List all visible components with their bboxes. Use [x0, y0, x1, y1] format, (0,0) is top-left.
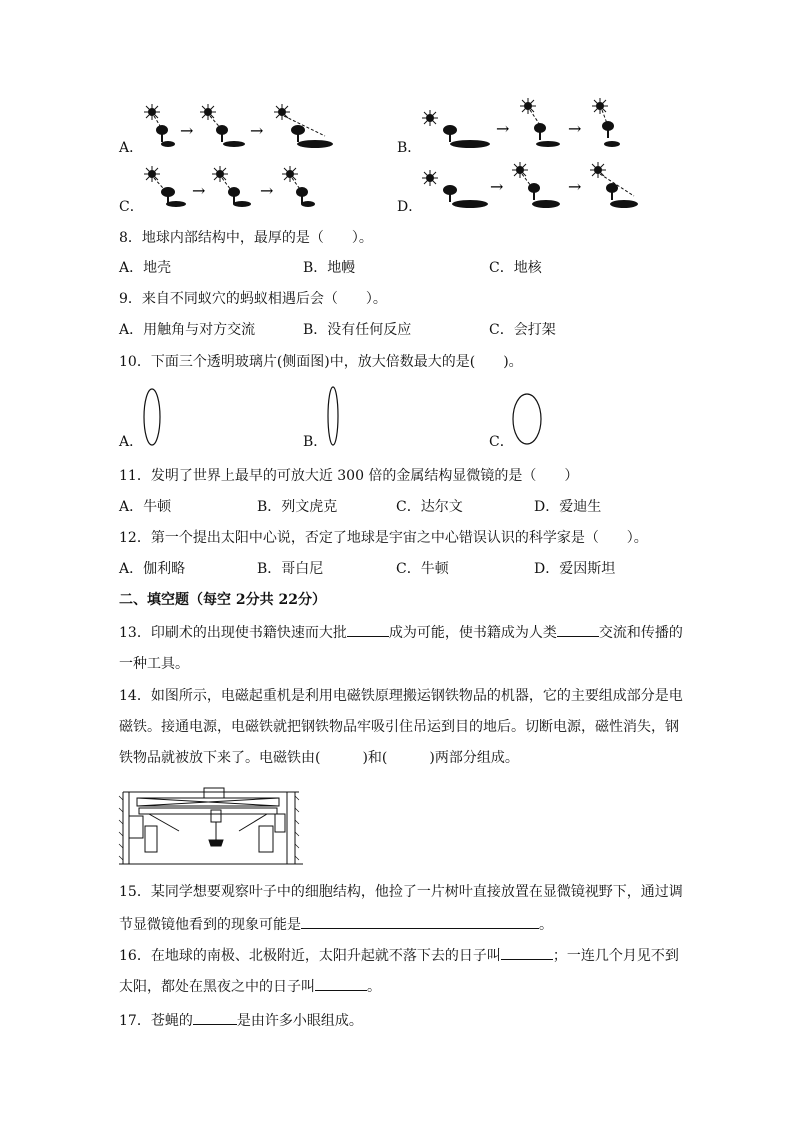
shadow-icon	[161, 141, 175, 147]
section-2-title: 二、填空题（每空 2分共 22分）	[119, 592, 326, 608]
q8-stem: 8．地球内部结构中，最厚的是（ ）。	[119, 230, 373, 246]
q17-line	[119, 1010, 363, 1031]
q15-line-1: 15．某同学想要观察叶子中的细胞结构，他捡了一片树叶直接放置在显微镜视野下，通过调	[119, 884, 683, 900]
q7-option-b-label: B．	[397, 140, 422, 156]
q16-blank-2[interactable]	[315, 976, 367, 991]
q7-option-d-diagram	[418, 162, 640, 214]
q10-option-a[interactable]: A．	[119, 434, 144, 450]
q15-line-2	[119, 914, 553, 935]
q16-line-2	[119, 976, 381, 997]
q7-option-c-diagram	[140, 162, 340, 214]
q16-line-1	[119, 945, 679, 966]
svg-text:→: →	[568, 119, 582, 138]
q11-option-b[interactable]: B．列文虎克	[257, 499, 338, 515]
q8-option-c[interactable]: C．地核	[489, 260, 542, 276]
q12-stem: 12．第一个提出太阳中心说，否定了地球是宇宙之中心错误认识的科学家是（ ）。	[119, 530, 648, 546]
q10-option-b[interactable]: B．	[303, 434, 328, 450]
q10-stem: 10．下面三个透明玻璃片(侧面图)中，放大倍数最大的是( )。	[119, 354, 523, 370]
q9-option-c[interactable]: C．会打架	[489, 322, 556, 338]
q16-text-d: 。	[367, 979, 381, 995]
svg-text:→: →	[192, 181, 206, 200]
q14-line-3: 铁物品就被放下来了。电磁铁由( )和( )两部分组成。	[119, 750, 519, 766]
q14-line-2: 磁铁。接通电源，电磁铁就把钢铁物品牢吸引住吊运到目的地后。切断电源，磁性消失，钢	[119, 719, 679, 735]
lens-a-icon	[143, 388, 163, 448]
q13-blank-1[interactable]	[347, 622, 389, 637]
svg-text:→: →	[490, 177, 504, 196]
q11-stem: 11．发明了世界上最早的可放大近 300 倍的金属结构显微镜的是（ ）	[119, 468, 579, 484]
q13-text-a: 13．印刷术的出现使书籍快速而大批	[119, 625, 347, 641]
q16-text-a: 16．在地球的南极、北极附近，太阳升起就不落下去的日子叫	[119, 948, 501, 964]
q16-text-b: ；一连几个月见不到	[552, 948, 679, 964]
q13-line-2: 一种工具。	[119, 656, 189, 672]
q7-option-b-diagram	[418, 100, 638, 155]
svg-text:→: →	[568, 177, 582, 196]
tree-icon	[156, 125, 168, 142]
arrow-icon: →	[180, 121, 194, 140]
q7-option-d-label: D．	[397, 199, 423, 215]
q13-text-b: 成为可能，使书籍成为人类	[388, 625, 557, 641]
q16-blank-1[interactable]	[501, 945, 553, 960]
q13-blank-2[interactable]	[557, 622, 599, 637]
q16-text-c: 太阳，都处在黑夜之中的日子叫	[119, 979, 315, 995]
q15-text-b: 。	[539, 917, 553, 933]
q7-option-a-diagram	[140, 100, 340, 155]
lens-c-icon	[511, 392, 545, 450]
q12-option-d[interactable]: D．爱因斯坦	[534, 561, 616, 577]
q14-line-1: 14．如图所示，电磁起重机是利用电磁铁原理搬运钢铁物品的机器，它的主要组成部分是电	[119, 688, 683, 704]
svg-text:→: →	[260, 181, 274, 200]
q10-option-c[interactable]: C．	[489, 434, 514, 450]
q17-text-a: 17．苍蝇的	[119, 1013, 193, 1029]
q11-option-c[interactable]: C．达尔文	[396, 499, 463, 515]
q12-option-a[interactable]: A．伽利略	[119, 561, 186, 577]
svg-text:→: →	[496, 119, 510, 138]
q12-option-b[interactable]: B．哥白尼	[257, 561, 324, 577]
q12-option-c[interactable]: C．牛顿	[396, 561, 449, 577]
q13-line-1	[119, 622, 683, 643]
q15-text-a: 节显微镜他看到的现象可能是	[119, 917, 301, 933]
q17-blank[interactable]	[193, 1010, 237, 1025]
q8-option-a[interactable]: A．地壳	[119, 260, 172, 276]
q9-stem: 9．来自不同蚁穴的蚂蚁相遇后会（ ）。	[119, 291, 387, 307]
q7-option-c-label: C．	[119, 199, 144, 215]
q11-option-d[interactable]: D．爱迪生	[534, 499, 602, 515]
q9-option-a[interactable]: A．用触角与对方交流	[119, 322, 256, 338]
q9-option-b[interactable]: B．没有任何反应	[303, 322, 412, 338]
q11-option-a[interactable]: A．牛顿	[119, 499, 172, 515]
lens-b-icon	[326, 386, 342, 448]
q8-option-b[interactable]: B．地幔	[303, 260, 356, 276]
q13-text-c: 交流和传播的	[598, 625, 683, 641]
sun-icon	[144, 104, 160, 120]
q15-blank[interactable]	[301, 914, 539, 929]
svg-text:→: →	[250, 121, 264, 140]
q7-option-a-label: A．	[119, 140, 144, 156]
electromagnetic-crane-illustration	[119, 786, 303, 866]
q17-text-b: 是由许多小眼组成。	[236, 1013, 363, 1029]
